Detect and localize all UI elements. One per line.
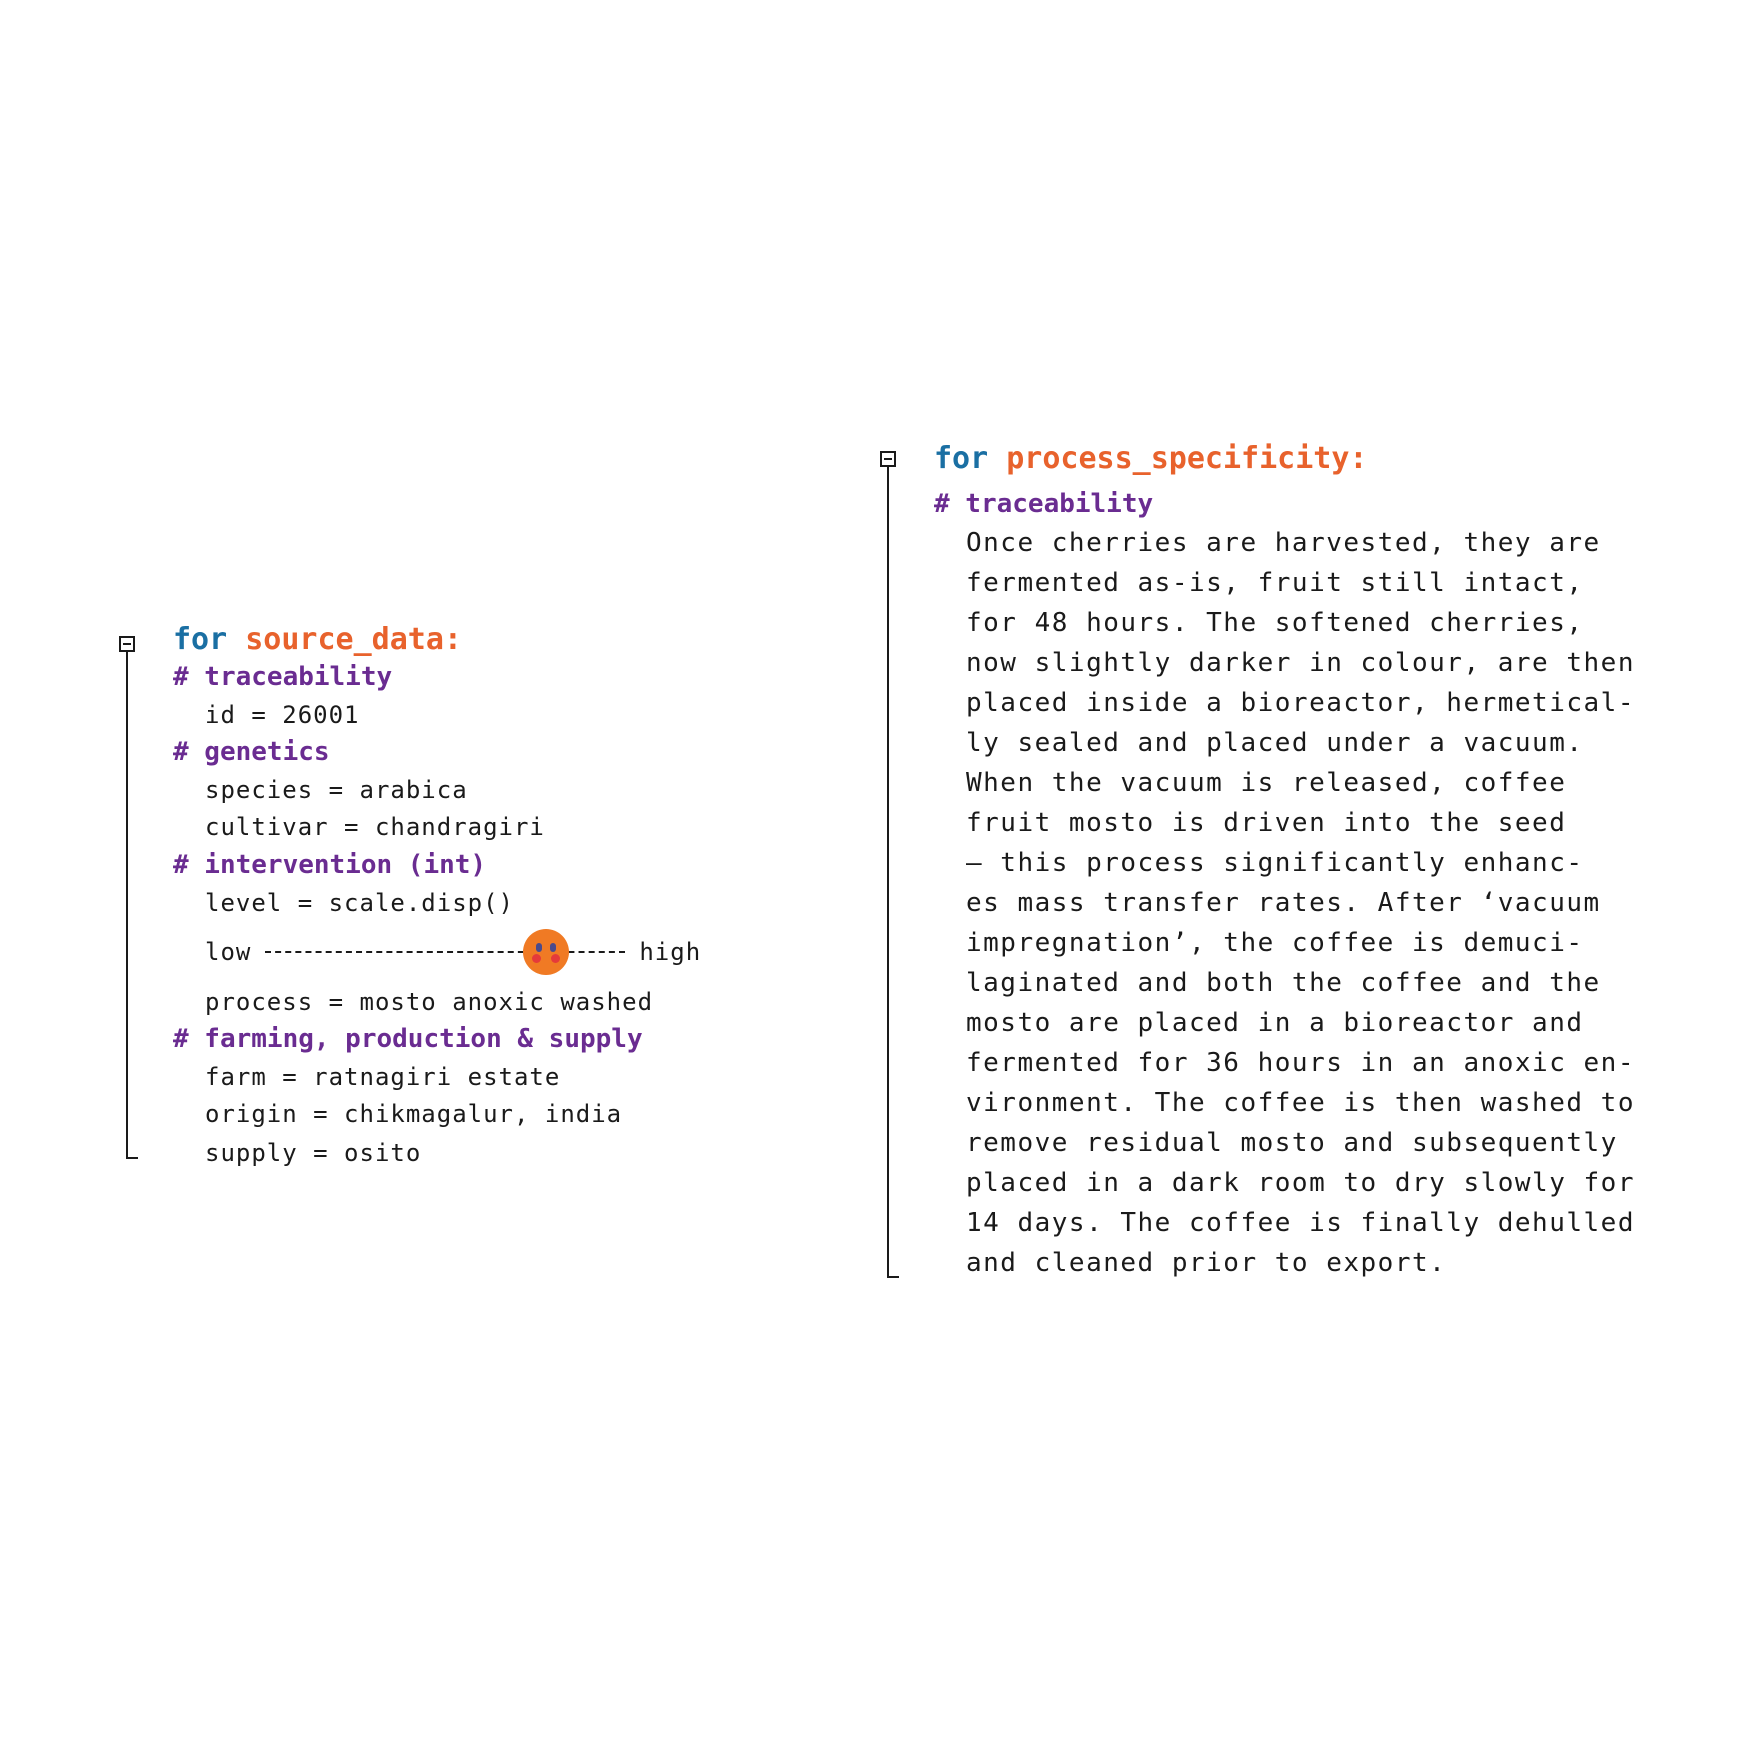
for-keyword: for xyxy=(173,622,228,657)
right-for-statement xyxy=(934,441,1368,476)
collapse-minus-icon[interactable] xyxy=(880,451,896,467)
code-origin: origin = chikmagalur, india xyxy=(205,1100,623,1128)
process-description-line: now slightly darker in colour, are then xyxy=(966,648,1635,678)
process-description-line: placed inside a bioreactor, hermetical- xyxy=(966,688,1635,718)
process-description-line: 14 days. The coffee is finally dehulled xyxy=(966,1208,1635,1238)
comment-traceability: # traceability xyxy=(173,662,393,692)
for-keyword: for xyxy=(934,441,989,476)
code-process: process = mosto anoxic washed xyxy=(205,988,654,1016)
fold-guide-end xyxy=(126,1157,138,1159)
collapse-minus-icon[interactable] xyxy=(119,636,135,652)
process-description-line: When the vacuum is released, coffee xyxy=(966,768,1567,798)
fold-guide-end xyxy=(887,1276,899,1278)
process-description-line: vironment. The coffee is then washed to xyxy=(966,1088,1635,1118)
code-level: level = scale.disp() xyxy=(205,889,514,917)
slider-low-label: low xyxy=(205,938,252,966)
intervention-slider-row xyxy=(205,929,701,975)
comment-genetics: # genetics xyxy=(173,737,330,767)
comment-intervention: # intervention (int) xyxy=(173,850,487,880)
fold-guide-line xyxy=(126,652,128,1159)
process-description-line: mosto are placed in a bioreactor and xyxy=(966,1008,1584,1038)
comment-farming: # farming, production & supply xyxy=(173,1024,643,1054)
process-description-line: fermented as-is, fruit still intact, xyxy=(966,568,1584,598)
process-description-line: laginated and both the coffee and the xyxy=(966,968,1601,998)
left-for-statement xyxy=(173,622,462,657)
process-description-line: and cleaned prior to export. xyxy=(966,1248,1447,1278)
process-description-line: – this process significantly enhanc- xyxy=(966,848,1584,878)
code-farm: farm = ratnagiri estate xyxy=(205,1063,561,1091)
source-data-variable: source_data: xyxy=(245,622,462,657)
process-description-line: remove residual mosto and subsequently xyxy=(966,1128,1618,1158)
face-knob-icon[interactable] xyxy=(523,929,569,975)
code-supply: supply = osito xyxy=(205,1139,422,1167)
process-description-line: fruit mosto is driven into the seed xyxy=(966,808,1567,838)
fold-guide-line xyxy=(887,467,889,1278)
process-description-line: Once cherries are harvested, they are xyxy=(966,528,1601,558)
process-description-line: ly sealed and placed under a vacuum. xyxy=(966,728,1584,758)
process-description-line: impregnation’, the coffee is demuci- xyxy=(966,928,1584,958)
process-description-line: placed in a dark room to dry slowly for xyxy=(966,1168,1635,1198)
process-description-line: es mass transfer rates. After ‘vacuum xyxy=(966,888,1601,918)
process-description-line: for 48 hours. The softened cherries, xyxy=(966,608,1584,638)
code-id: id = 26001 xyxy=(205,701,360,729)
comment-traceability: # traceability xyxy=(934,489,1154,519)
process-description xyxy=(966,523,1635,1283)
intervention-slider[interactable] xyxy=(265,929,625,975)
slider-high-label: high xyxy=(639,938,702,966)
code-cultivar: cultivar = chandragiri xyxy=(205,813,545,841)
process-description-line: fermented for 36 hours in an anoxic en- xyxy=(966,1048,1635,1078)
process-specificity-variable: process_specificity: xyxy=(1006,441,1368,476)
code-species: species = arabica xyxy=(205,776,468,804)
